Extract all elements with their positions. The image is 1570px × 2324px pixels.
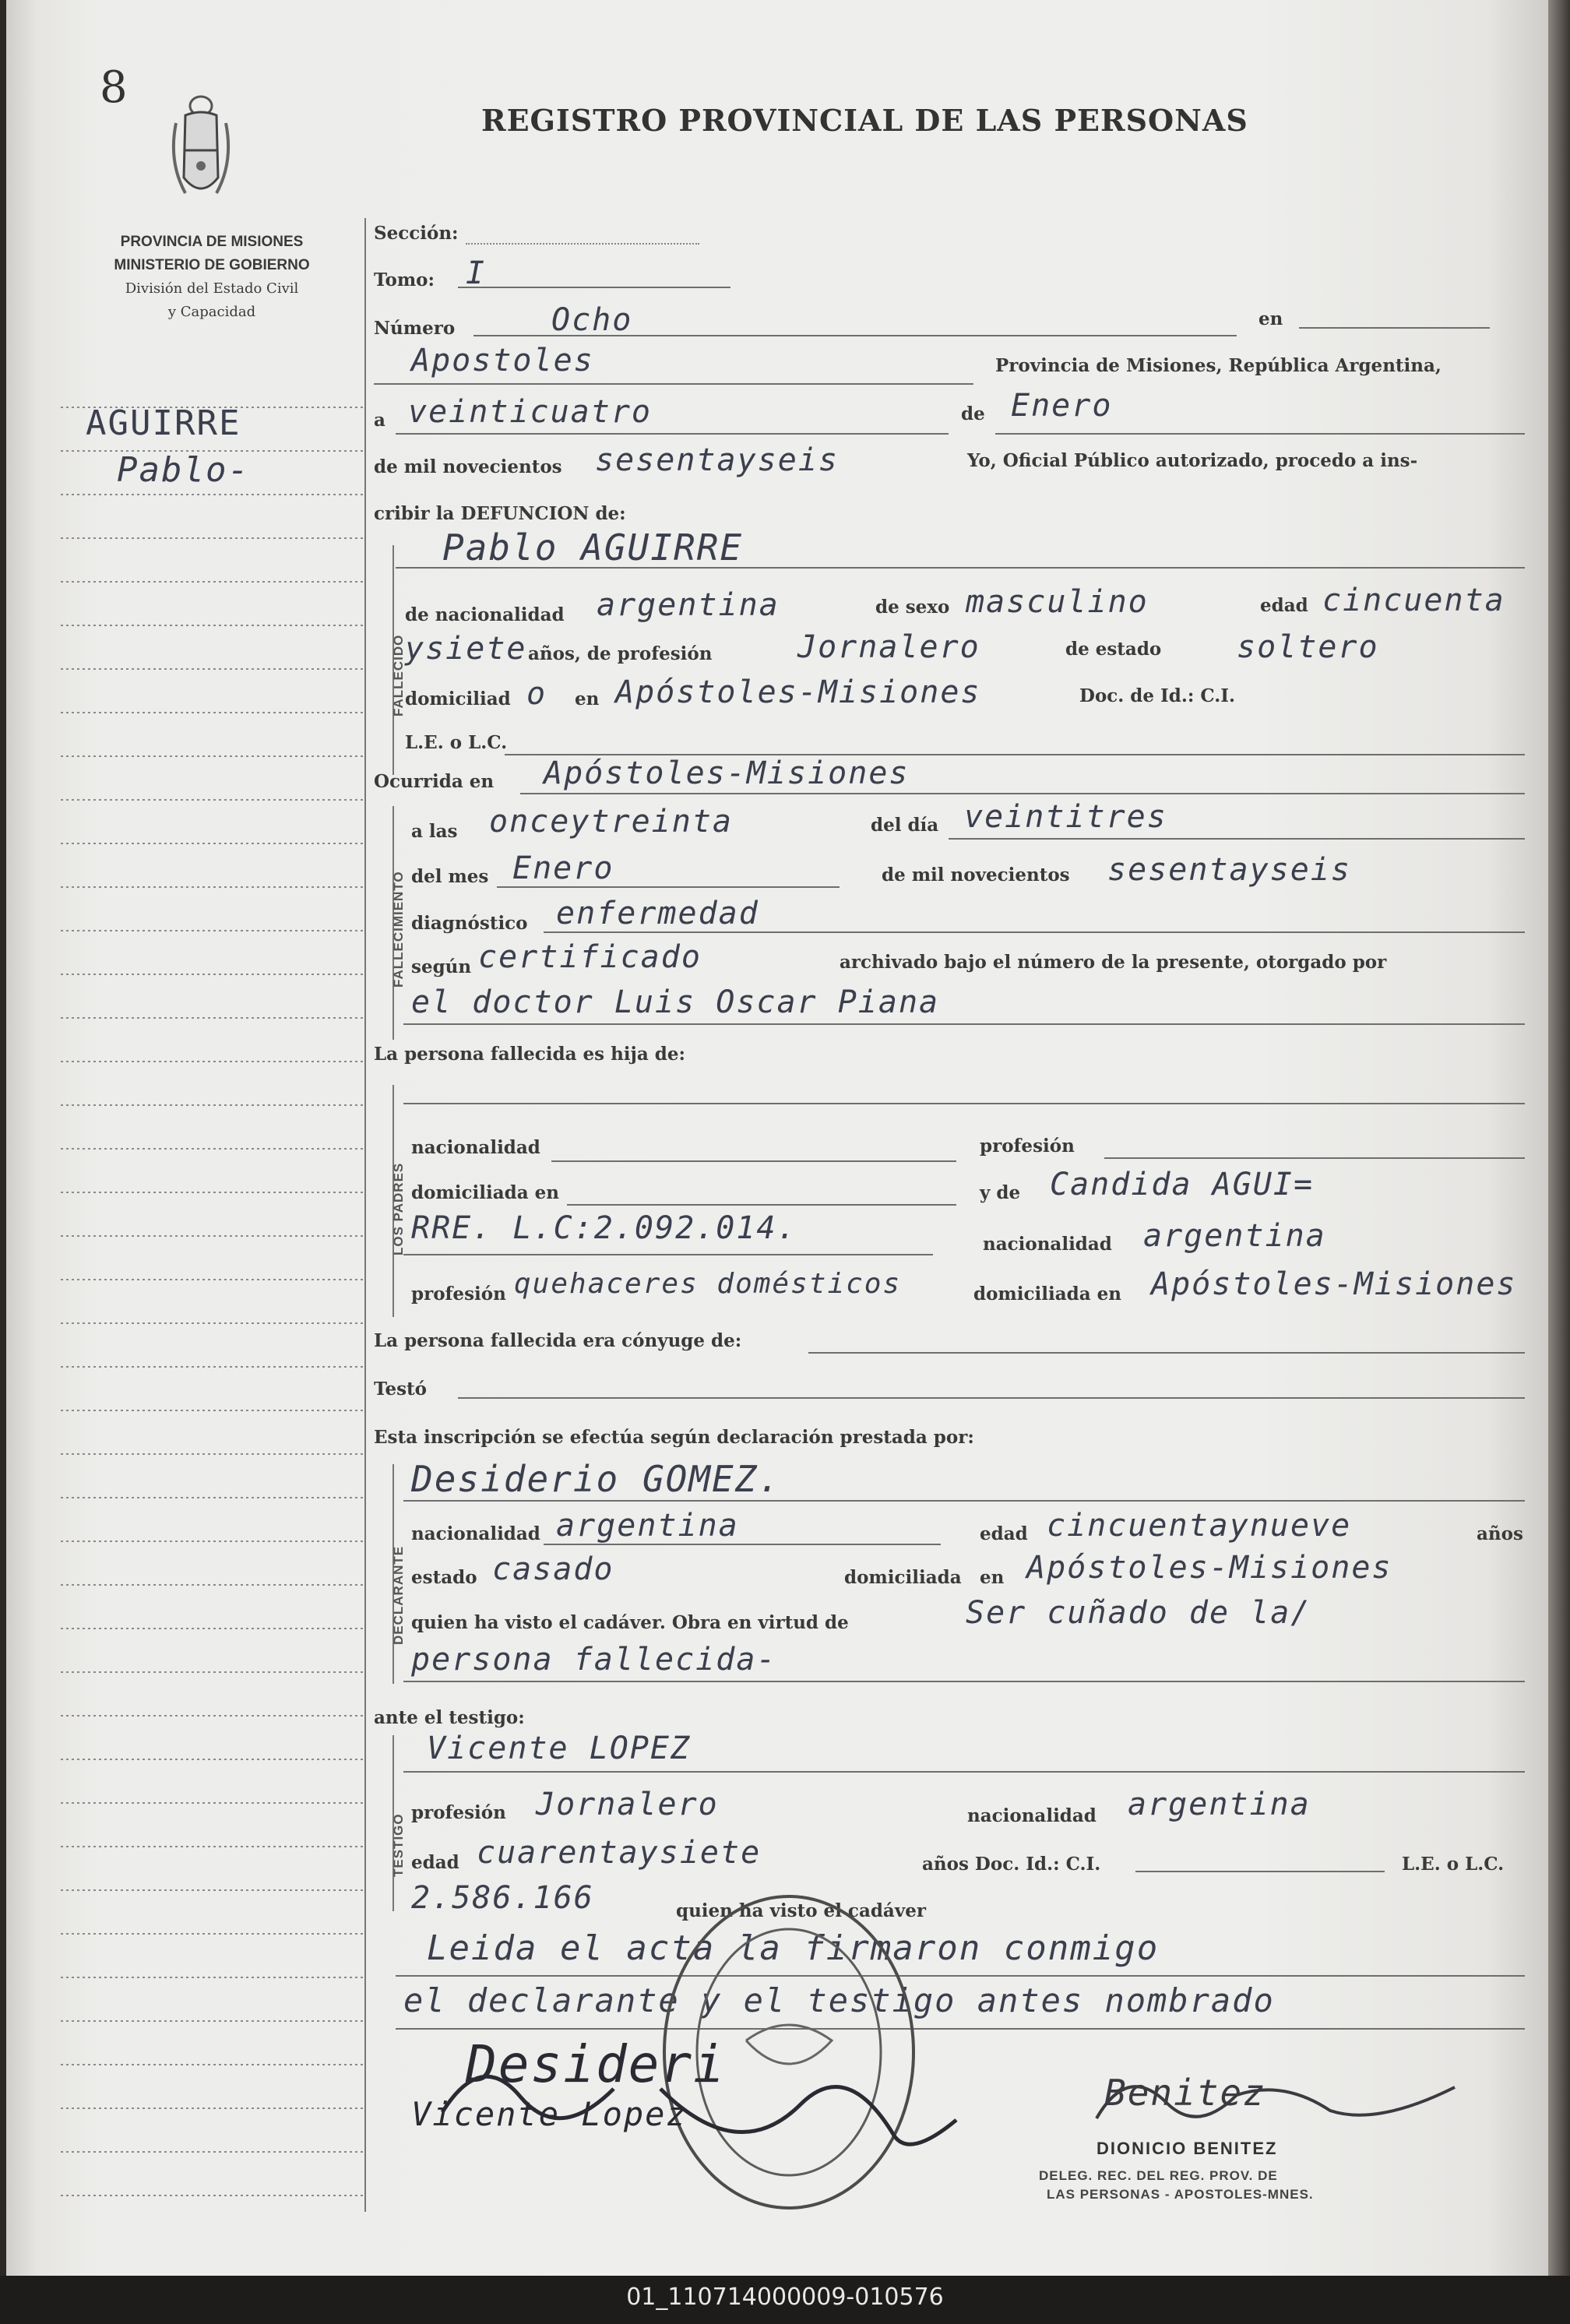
value-ocurrida: Apóstoles-Misiones [544,755,910,791]
label-segun: según [411,956,472,977]
label-d-en: en [980,1567,1005,1588]
side-label-testigo: TESTIGO [391,1813,406,1877]
value-cierre2: el declarante y el testigo antes nombrado [403,1981,1275,2019]
side-label-declarante: DECLARANTE [391,1545,406,1645]
label-seccion: Sección: [374,223,459,244]
label-le-lc: L.E. o L.C. [405,732,508,753]
margin-divider [364,218,366,2212]
label-hija: La persona fallecida es hija de: [374,1044,685,1065]
label-domiciliada2: domiciliada en [973,1283,1121,1305]
page-title: REGISTRO PROVINCIAL DE LAS PERSONAS [481,103,1248,138]
label-estado: de estado [1065,639,1162,660]
value-domicilio-suffix: o [526,676,547,712]
label-diagnostico: diagnóstico [411,913,528,934]
label-d-anos: años [1477,1523,1523,1544]
label-anos-profesion: años, de profesión [528,643,713,664]
value-estado: soltero [1237,629,1379,665]
value-lugar: Apostoles [411,343,594,379]
value-test-nac: argentina [1128,1787,1311,1822]
value-dia-fall: veintitres [964,799,1167,835]
label-del-dia: del día [871,815,939,836]
label-de-mil: de mil novecientos [374,456,562,477]
value-madre-prof: quehaceres domésticos [514,1268,902,1300]
value-edad1: cincuenta [1322,583,1505,618]
label-doc: Doc. de Id.: C.I. [1079,685,1236,706]
label-numero: Número [374,318,456,339]
label-p-nacionalidad: nacionalidad [411,1137,540,1158]
label-nacionalidad2: nacionalidad [983,1234,1112,1255]
label-t-profesion: profesión [411,1802,506,1823]
label-ante-testigo: ante el testigo: [374,1707,525,1728]
value-test-edad: cuarentaysiete [477,1835,762,1871]
label-t-anos-doc: años Doc. Id.: C.I. [922,1854,1101,1875]
value-nombre: Pablo AGUIRRE [442,526,744,569]
value-obra2: persona fallecida- [411,1642,777,1678]
label-de-mil2: de mil novecientos [882,864,1070,886]
ministry-line: MINISTERIO DE GOBIERNO [114,257,310,273]
label-d-estado: estado [411,1567,477,1588]
label-domiciliada-en: domiciliada en [411,1182,559,1203]
book-edge [1548,0,1570,2276]
value-sexo: masculino [966,584,1149,620]
official-line1: DELEG. REC. DEL REG. PROV. DE [1039,2168,1278,2183]
value-test-ci: 2.586.166 [411,1880,594,1916]
signature-declarante: Desideri [466,2034,726,2094]
value-profesion: Jornalero [797,629,980,665]
value-decl-edad: cincuentaynueve [1047,1508,1352,1544]
label-de: de [961,403,985,424]
label-a: a [374,410,385,431]
value-hora: onceytreinta [489,804,733,840]
value-madre-nac: argentina [1143,1218,1326,1254]
label-inscripcion: Esta inscripción se efectúa según declaración prestada por: [374,1427,974,1448]
side-label-padres: LOS PADRES [391,1162,406,1255]
side-label-fallecimiento: FALLECIMIENTO [391,871,406,988]
label-y-de: y de [980,1182,1021,1203]
label-t-quien: quien ha visto el cadáver [676,1900,926,1921]
label-d-domiciliada: domiciliada [844,1567,962,1588]
label-cribir: cribir la DEFUNCION de: [374,503,626,524]
footer-bar [0,2276,1570,2324]
label-domicilio-en: en [575,688,600,710]
value-cierre1: Leida el acta la firmaron conmigo [427,1928,1160,1968]
label-en: en [1258,308,1283,329]
value-declarante: Desiderio GOMEZ. [411,1458,782,1500]
value-madre1: Candida AGUI= [1050,1167,1315,1202]
page-number: 8 [100,62,128,113]
value-testigo: Vicente LOPEZ [427,1731,692,1766]
margin-ruled-lines [61,401,363,2224]
label-del-mes: del mes [411,866,489,887]
label-quien-visto: quien ha visto el cadáver. Obra en virtud de [411,1612,849,1633]
coat-of-arms-icon [162,92,240,217]
label-domiciliad: domiciliad [405,688,511,710]
value-anio-fall: sesentayseis [1107,852,1351,888]
value-domicilio: Apóstoles-Misiones [615,674,981,710]
value-decl-dom: Apóstoles-Misiones [1026,1550,1392,1586]
value-madre2: RRE. L.C:2.092.014. [411,1210,797,1246]
label-ocurrida: Ocurrida en [374,771,495,792]
value-segun: certificado [478,939,702,975]
value-tomo: I [466,255,487,291]
official-line2: LAS PERSONAS - APOSTOLES-MNES. [1047,2187,1314,2202]
ministry-block [61,231,363,324]
label-a-las: a las [411,821,458,842]
label-d-edad: edad [980,1523,1028,1544]
label-t-le-lc: L.E. o L.C. [1402,1854,1505,1875]
value-obra1: Ser cuñado de la/ [966,1595,1311,1631]
value-numero: Ocho [551,302,633,338]
signature-oficial: Benitez [1104,2072,1266,2114]
ministry-line: y Capacidad [167,304,256,320]
value-mes: Enero [1011,388,1113,424]
register-sheet [6,0,1548,2276]
ministry-line: PROVINCIA DE MISIONES [120,234,304,250]
label-conyuge: La persona fallecida era cónyuge de: [374,1330,742,1351]
value-anio: sesentayseis [595,442,839,478]
value-edad2: ysiete [405,631,527,667]
value-doctor: el doctor Luis Oscar Piana [411,984,940,1020]
margin-surname: AGUIRRE [86,403,241,443]
margin-given-name: Pablo- [117,450,250,490]
label-nacionalidad: de nacionalidad [405,604,565,625]
side-label-fallecido: FALLECIDO [391,634,406,717]
label-p-profesion: profesión [980,1136,1075,1157]
ministry-line: División del Estado Civil [125,280,299,297]
value-decl-nac: argentina [556,1508,739,1544]
signature-oficial-scribble [1081,2056,1470,2142]
label-t-nacionalidad: nacionalidad [967,1805,1097,1826]
official-name: DIONICIO BENITEZ [1097,2139,1278,2158]
footer-identifier: 01_110714000009-010576 [626,2284,944,2311]
label-profesion2: profesión [411,1283,506,1305]
value-dia: veinticuatro [408,394,652,430]
value-mes-fall: Enero [512,850,614,886]
value-diagnostico: enfermedad [556,896,759,931]
label-d-nacionalidad: nacionalidad [411,1523,540,1544]
signature-scribbles [411,2042,972,2167]
label-edad: edad [1260,595,1308,616]
value-madre-dom: Apóstoles-Misiones [1151,1266,1517,1302]
value-nacionalidad: argentina [597,587,780,623]
label-testo: Testó [374,1379,428,1400]
label-oficial: Yo, Oficial Público autorizado, procedo a ins- [967,450,1418,471]
value-test-prof: Jornalero [536,1787,719,1822]
value-decl-estado: casado [492,1551,614,1587]
label-t-edad: edad [411,1852,459,1873]
label-archivado: archivado bajo el número de la presente, otorgado por [840,952,1387,973]
signature-testigo: Vicente Lopez [411,2095,688,2133]
label-sexo: de sexo [875,597,950,618]
label-tomo: Tomo: [374,269,435,290]
label-provincia: Provincia de Misiones, República Argentina, [995,355,1442,376]
